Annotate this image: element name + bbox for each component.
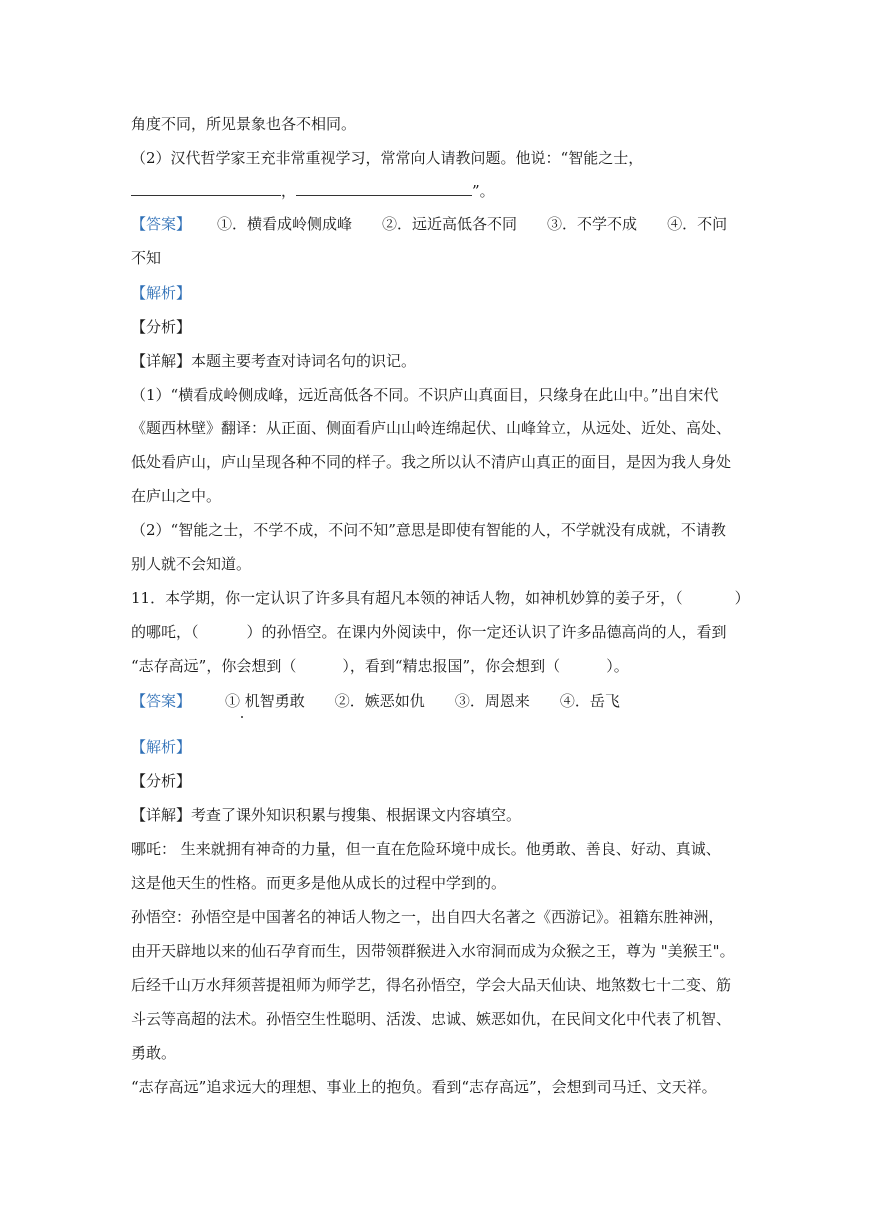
prompt-text: ）。 [606,657,629,675]
answer-item: ④．岳飞 [559,692,620,710]
q10-explain-p2: （2）“智能之士，不学不成，不问不知”意思是即使有智能的人，不学就没有成就，不请教 [131,521,726,539]
detail-text: 考查了课外知识积累与搜集、根据课文内容填空。 [191,806,522,824]
answer-item: ③．不学不成 [547,215,638,233]
answer-item: ④．不问 [667,215,728,233]
prompt-text: 11．本学期，你一定认识了许多具有超凡本领的神话人物，如神机妙算的姜子牙，（ [131,589,683,607]
q10-explain-p2: 别人就不会知道。 [131,555,252,573]
fenxi-tag: 【分析】 [131,772,192,790]
q11-fenxi-tag [131,771,191,791]
answer-item: ① 机智勇敢 [225,692,305,710]
q10-explain-p1: 低处看庐山，庐山呈现各种不同的样子。我之所以认不清庐山真正的面目，是因为我人身处 [131,453,732,471]
q11-sunwukong-text: 由开天辟地以来的仙石孕育而生，因带领群猴进入水帘洞而成为众猴之王，尊为 "美猴王"。 [131,942,735,960]
q11-sunwukong-text: 后经千山万水拜须菩提祖师为师学艺，得名孙悟空，学会大品天仙诀、地煞数七十二变、筋 [131,976,732,994]
q11-sunwukong-text: 勇敢。 [131,1044,177,1062]
prompt-text: 的哪吒，（ [131,623,199,641]
q11-jiexi-tag [131,737,191,757]
stray-dot [241,716,243,718]
prompt-text: “志存高远”，你会想到（ [131,657,297,675]
closing-quote: ”。 [472,182,495,200]
prompt-text: ）的孙悟空。在课内外阅读中，你一定还认识了许多品德高尚的人，看到 [246,623,727,641]
q11-sunwukong-text: 斗云等高超的法术。孙悟空生性聪明、活泼、忠诚、嫉恶如仇，在民间文化中代表了机智、 [131,1010,732,1028]
q10-fenxi-tag [131,317,191,337]
q11-prompt-line3 [131,656,629,676]
q10-answer-wrap: 不知 [131,249,162,267]
fenxi-tag: 【分析】 [131,318,192,336]
q11-nezha-text: 这是他天生的性格。而更多是他从成长的过程中学到的。 [131,874,507,892]
q11-answer-line [131,691,620,711]
answer-item: ②．嫉恶如仇 [334,692,425,710]
detail-tag: 【详解】 [131,806,192,824]
q10-detail-line [131,351,416,371]
answer-item: ②．远近高低各不同 [382,215,518,233]
q11-prompt-line1 [131,588,750,608]
answer-item: ①．横看成岭侧成峰 [217,215,353,233]
answer-tag: 【答案】 [131,692,192,710]
detail-text: 本题主要考查对诗词名句的识记。 [191,352,417,370]
q11-nezha-text: 哪吒： 生来就拥有神奇的力量，但一直在危险环境中成长。他勇敢、善良、好动、真诚、 [131,840,721,858]
q10-answer-line [131,214,727,234]
q10-part2-prompt: （2）汉代哲学家王充非常重视学习，常常向人请教问题。他说：“智能之士， [131,149,644,167]
q10-continuation: 角度不同，所见景象也各不相同。 [131,115,357,133]
jiexi-tag: 【解析】 [131,284,192,302]
q10-blanks-line [131,181,495,201]
blank-separator: ， [281,182,297,200]
answer-blank[interactable] [131,181,281,196]
q11-sunwukong-text: 孙悟空：孙悟空是中国著名的神话人物之一，出自四大名著之《西游记》。祖籍东胜神洲， [131,908,724,926]
answer-blank[interactable] [296,181,472,196]
q10-explain-p1: 在庐山之中。 [131,487,222,505]
answer-tag: 【答案】 [131,215,192,233]
q10-explain-p1: 《题西林壁》翻译：从正面、侧面看庐山山岭连绵起伏、山峰耸立，从远处、近处、高处、 [131,419,732,437]
detail-tag: 【详解】 [131,352,192,370]
prompt-text: ），看到“精忠报国”，你会想到（ [342,657,561,675]
answer-item: ③．周恩来 [454,692,530,710]
q11-prompt-line2 [131,622,727,642]
jiexi-tag: 【解析】 [131,738,192,756]
q11-detail-line [131,805,521,825]
q11-zhicun-text: “志存高远”追求远大的理想、事业上的抱负。看到“志存高远”，会想到司马迁、文天祥。 [131,1078,717,1096]
prompt-text: ） [734,589,750,607]
q10-jiexi-tag [131,283,191,303]
q10-explain-p1: （1）“横看成岭侧成峰，远近高低各不同。不识庐山真面目，只缘身在此山中。”出自宋代 [131,386,719,404]
